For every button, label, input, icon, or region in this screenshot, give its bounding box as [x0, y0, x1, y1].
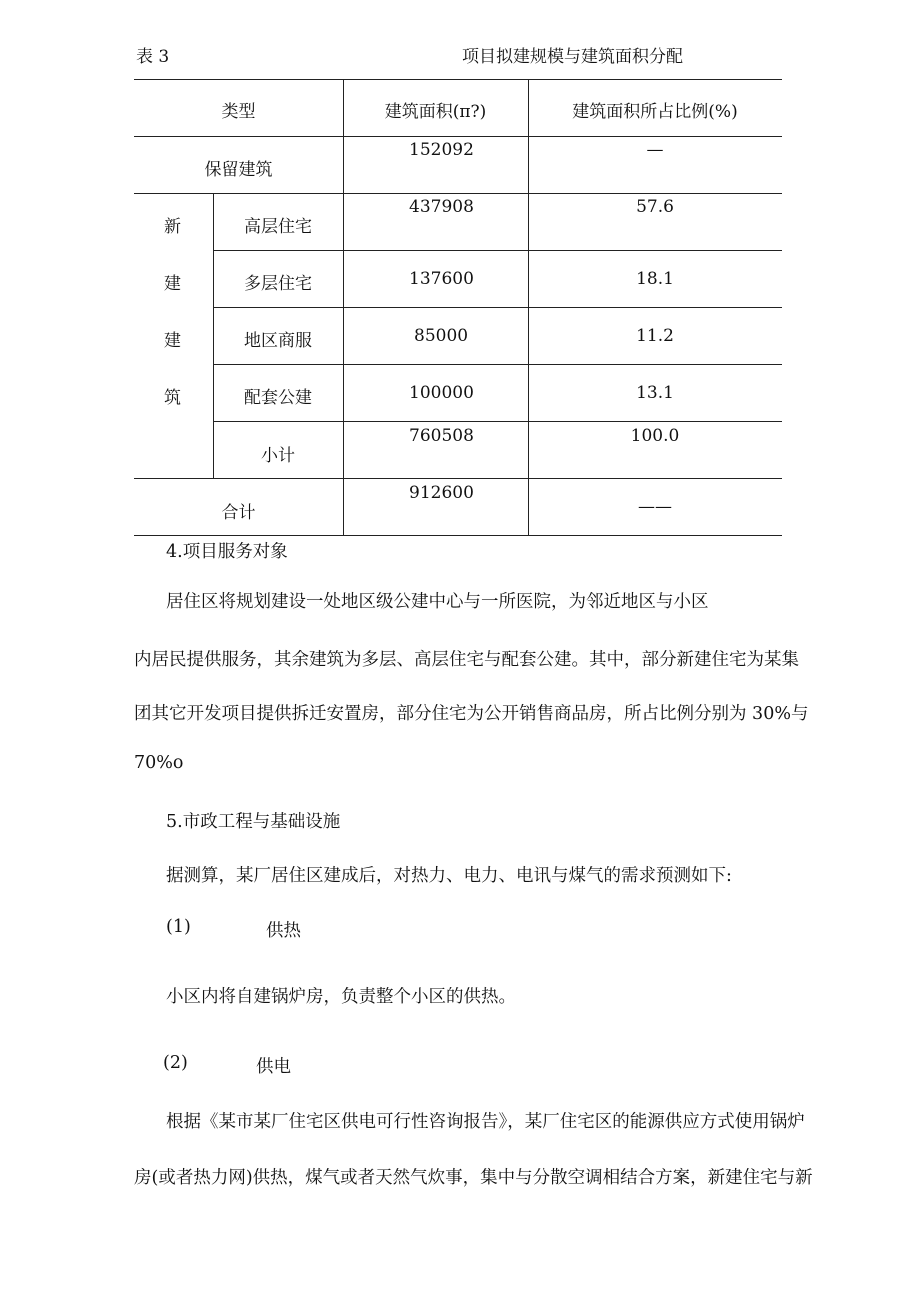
item-2-number: (2) — [163, 1053, 188, 1073]
row-area: 437908 — [409, 197, 474, 217]
paragraph-line: 居住区将规划建设一处地区级公建中心与一所医院，为邻近地区与小区 — [166, 592, 709, 612]
table-rule — [213, 421, 782, 422]
paragraph-line: 团其它开发项目提供拆迁安置房，部分住宅为公开销售商品房，所占比例分别为 30%与 — [134, 704, 809, 724]
table-rule — [213, 250, 782, 251]
total-area: 912600 — [409, 483, 474, 503]
retained-area: 152092 — [409, 140, 474, 160]
row-area: 100000 — [409, 383, 474, 403]
table-col-rule — [343, 79, 344, 536]
row-label: 地区商服 — [244, 331, 312, 351]
section-4-heading: 4.项目服务对象 — [166, 542, 288, 562]
area-table — [134, 79, 782, 536]
row-area: 137600 — [409, 269, 474, 289]
paragraph-line: 根据《某市某厂住宅区供电可行性咨询报告》，某厂住宅区的能源供应方式使用锅炉 — [166, 1112, 805, 1132]
retained-label: 保留建筑 — [204, 160, 273, 180]
paragraph-line: 据测算，某厂居住区建成后，对热力、电力、电讯与煤气的需求预测如下: — [166, 866, 732, 886]
paragraph-line: 内居民提供服务，其余建筑为多层、高层住宅与配套公建。其中，部分新建住宅为某集 — [134, 650, 799, 670]
table-title: 项目拟建规模与建筑面积分配 — [462, 47, 683, 67]
table-rule — [213, 307, 782, 308]
section-5-heading: 5.市政工程与基础设施 — [166, 812, 341, 832]
new-group-char: 建 — [164, 274, 181, 294]
total-label: 合计 — [221, 503, 256, 523]
header-area: 建筑面积(π?) — [384, 102, 487, 122]
new-group-char: 筑 — [164, 388, 181, 408]
header-ratio: 建筑面积所占比例(%) — [572, 102, 738, 122]
new-group-char: 新 — [164, 217, 181, 237]
row-area: 85000 — [414, 326, 469, 346]
subtotal-ratio: 100.0 — [630, 426, 680, 446]
row-label: 多层住宅 — [244, 274, 312, 294]
item-2-title: 供电 — [256, 1057, 291, 1077]
table-rule — [134, 193, 782, 194]
paragraph-line: 70%o — [134, 753, 184, 773]
row-ratio: 57.6 — [636, 197, 674, 217]
paragraph-line: 小区内将自建锅炉房，负责整个小区的供热。 — [166, 987, 516, 1007]
row-ratio: 18.1 — [636, 269, 674, 289]
table-rule — [213, 364, 782, 365]
table-rule — [134, 478, 782, 479]
item-1-title: 供热 — [266, 921, 301, 941]
row-ratio: 11.2 — [636, 326, 674, 346]
table-rule-bottom — [134, 535, 782, 536]
row-ratio: 13.1 — [636, 383, 674, 403]
table-rule-top — [134, 79, 782, 80]
new-group-char: 建 — [164, 331, 181, 351]
item-1-number: (1) — [166, 917, 191, 937]
table-number: 表 3 — [136, 47, 170, 67]
retained-ratio: — — [646, 140, 664, 160]
row-label: 配套公建 — [244, 388, 312, 408]
paragraph-line: 房(或者热力网)供热，煤气或者天然气炊事，集中与分散空调相结合方案，新建住宅与新 — [134, 1168, 813, 1188]
subtotal-label: 小计 — [261, 446, 295, 466]
total-ratio: —— — [638, 497, 672, 517]
header-type: 类型 — [221, 102, 256, 122]
table-rule — [134, 136, 782, 137]
row-label: 高层住宅 — [244, 217, 312, 237]
subtotal-area: 760508 — [409, 426, 474, 446]
